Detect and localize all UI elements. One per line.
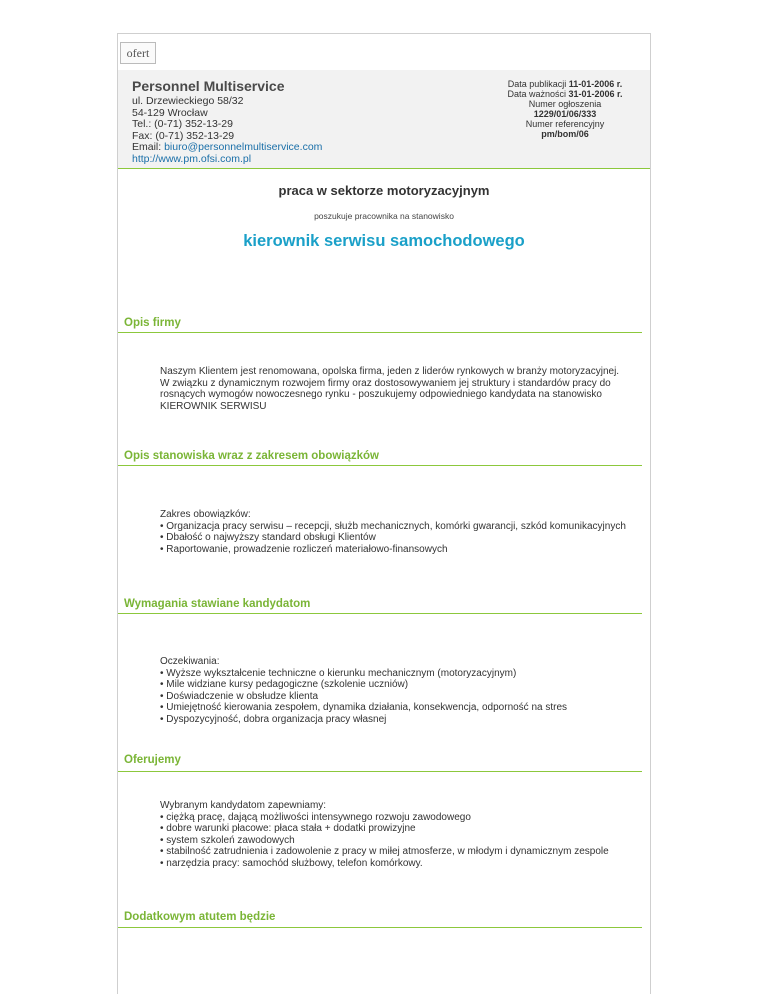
section-title-requirements: Wymagania stawiane kandydatom <box>124 598 311 610</box>
ad-meta <box>490 79 640 139</box>
reference-number: pm/bom/06 <box>541 129 589 139</box>
list-item: • ciężką pracę, dającą możliwości intensywnego rozwoju zawodowego <box>160 811 471 823</box>
publication-label: Data publikacji <box>507 79 569 89</box>
validity-date-row <box>490 89 640 99</box>
email-link[interactable]: biuro@personnelmultiservice.com <box>164 141 323 154</box>
validity-date: 31-01-2006 r. <box>568 89 623 99</box>
section-body-requirements <box>160 656 567 726</box>
list-item: • Dyspozycyjność, dobra organizacja pracy własnej <box>160 713 387 725</box>
section-body-duties <box>160 509 626 555</box>
list-item: • Raportowanie, prowadzenie rozliczeń materiałowo-finansowych <box>160 543 448 555</box>
text-line: KIEROWNIK SERWISU <box>160 400 267 412</box>
list-item: • Organizacja pracy serwisu – recepcji, służb mechanicznych, komórki gwarancji, szkód komunikacyjnych <box>160 520 626 532</box>
section-title-firm: Opis firmy <box>124 317 181 329</box>
announcement-number: 1229/01/06/333 <box>533 109 597 119</box>
section-divider <box>118 332 642 333</box>
section-divider <box>118 771 642 772</box>
website-link[interactable]: http://www.pm.ofsi.com.pl <box>132 152 252 165</box>
company-city: 54-129 Wrocław <box>132 106 208 119</box>
list-item: • stabilność zatrudnienia i zadowolenie z pracy w miłej atmosferze, w młodym i dynamicznym zespole <box>160 846 609 858</box>
publication-date-row <box>490 79 640 89</box>
section-divider <box>118 613 642 614</box>
company-www-row <box>132 154 322 166</box>
list-item: • Mile widziane kursy pedagogiczne (szkolenie uczniów) <box>160 679 409 691</box>
list-item: • Umiejętność kierowania zespołem, dynamika działania, konsekwencja, odporność na stres <box>160 702 568 714</box>
list-item: • narzędzia pracy: samochód służbowy, telefon komórkowy. <box>160 857 423 869</box>
section-divider <box>118 465 642 466</box>
list-item: • Dbałość o najwyższy standard obsługi Klientów <box>160 532 376 544</box>
section-divider <box>118 927 642 928</box>
industry-title: praca w sektorze motoryzacyjnym <box>278 183 490 198</box>
email-label: Email: <box>132 141 165 154</box>
validity-label: Data ważności <box>507 89 569 99</box>
list-item: • dobre warunki płacowe: płaca stała + dodatki prowizyjne <box>160 823 416 835</box>
company-name: Personnel Multiservice <box>132 78 285 94</box>
company-contact <box>132 96 322 166</box>
section-body-offer <box>160 800 609 870</box>
subtitle: poszukuje pracownika na stanowisko <box>314 211 454 221</box>
section-title-bonus: Dodatkowym atutem będzie <box>124 911 276 923</box>
text-line: rosnących wymogów nowoczesnego rynku - poszukujemy odpowiedniego kandydata na stanowisko <box>160 389 602 401</box>
reference-label: Numer referencyjny <box>525 119 605 129</box>
text-line: Wybranym kandydatom zapewniamy: <box>160 800 327 811</box>
section-title-offer: Oferujemy <box>124 754 181 766</box>
company-street: ul. Drzewieckiego 58/32 <box>132 95 244 107</box>
position-title: kierownik serwisu samochodowego <box>243 232 525 250</box>
logo-icon: ofert <box>120 42 156 64</box>
list-item: • Wyższe wykształcenie techniczne o kierunku mechanicznym (motoryzacyjnym) <box>160 667 517 679</box>
text-line: W związku z dynamicznym rozwojem firmy oraz dostosowywaniem jej struktury i standardów pracy do <box>160 377 611 389</box>
list-item: • system szkoleń zawodowych <box>160 834 295 846</box>
section-body-firm <box>160 366 619 412</box>
text-line: Oczekiwania: <box>160 656 220 667</box>
publication-date: 11-01-2006 r. <box>568 79 623 89</box>
section-title-duties: Opis stanowiska wraz z zakresem obowiązków <box>124 450 380 462</box>
announcement-label: Numer ogłoszenia <box>528 99 602 109</box>
company-tel: Tel.: (0-71) 352-13-29 <box>132 118 233 131</box>
list-item: • Doświadczenie w obsłudze klienta <box>160 690 319 702</box>
text-line: Naszym Klientem jest renomowana, opolska firma, jeden z liderów rynkowych w branży motoryzacyjnej. <box>160 366 620 377</box>
logo <box>120 38 164 68</box>
company-header <box>118 70 650 169</box>
company-fax: Fax: (0-71) 352-13-29 <box>132 129 235 142</box>
text-line: Zakres obowiązków: <box>160 509 251 520</box>
